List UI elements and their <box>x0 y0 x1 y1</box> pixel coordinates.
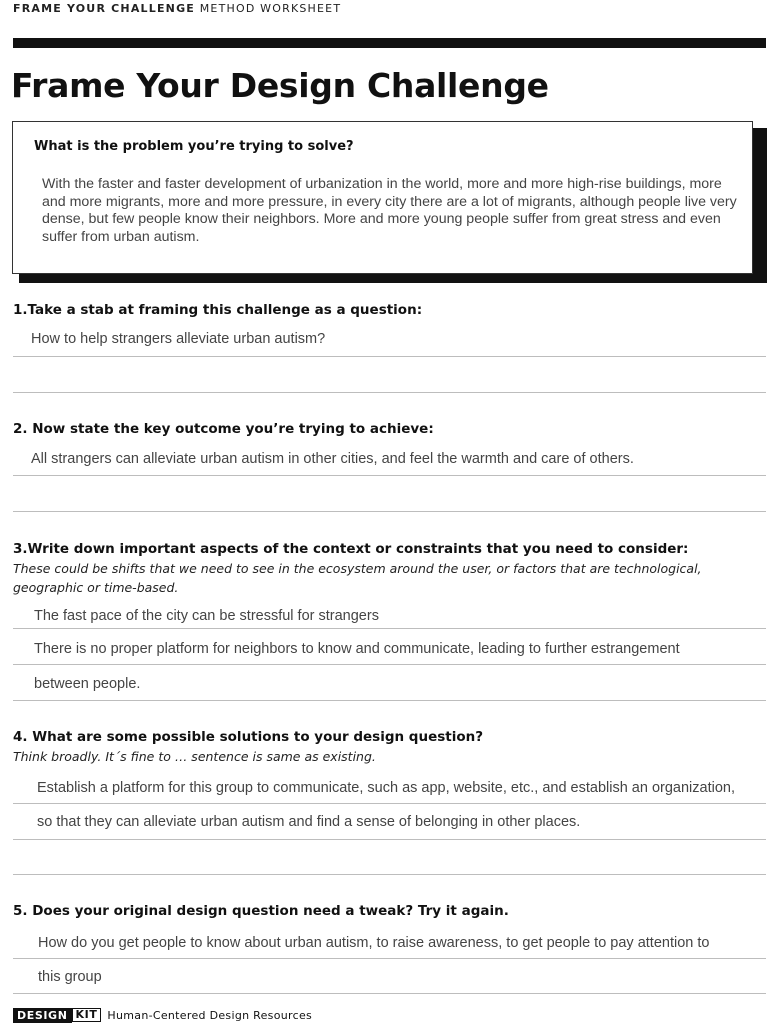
answer-5-rule-1 <box>13 958 766 959</box>
answer-2-line-1[interactable]: All strangers can alleviate urban autism in other cities, and feel the warmth and care of others. <box>31 451 634 467</box>
question-4-hint: Think broadly. It´s fine to … sentence is same as existing. <box>13 749 376 764</box>
page-title: Frame Your Design Challenge <box>11 66 549 105</box>
worksheet-label <box>13 2 341 15</box>
answer-5-rule-2 <box>13 993 766 994</box>
question-2: 2. Now state the key outcome you’re trying to achieve: <box>13 421 434 437</box>
answer-4-rule-1 <box>13 803 766 804</box>
answer-4-line-1[interactable]: Establish a platform for this group to communicate, such as app, website, etc., and establish an organization, <box>37 780 735 796</box>
design-kit-logo <box>13 1008 101 1023</box>
answer-4-rule-2 <box>13 839 766 840</box>
footer-text: Human-Centered Design Resources <box>107 1008 313 1022</box>
answer-5-line-2[interactable]: this group <box>38 969 102 985</box>
footer <box>13 1006 312 1024</box>
worksheet-label-rest: METHOD WORKSHEET <box>195 2 342 15</box>
answer-4-line-2[interactable]: so that they can alleviate urban autism and find a sense of belonging in other places. <box>37 814 581 830</box>
answer-2-rule-1 <box>13 475 766 476</box>
question-4: 4. What are some possible solutions to your design question? <box>13 729 484 745</box>
answer-1-line-1[interactable]: How to help strangers alleviate urban autism? <box>31 331 326 347</box>
answer-4-rule-3 <box>13 874 766 875</box>
question-3: 3.Write down important aspects of the context or constraints that you need to consider: <box>13 541 689 557</box>
logo-part-kit: KIT <box>72 1008 102 1022</box>
question-1: 1.Take a stab at framing this challenge as a question: <box>13 302 423 318</box>
answer-3-rule-1 <box>13 628 766 629</box>
answer-3-line-2[interactable]: There is no proper platform for neighbors to know and communicate, leading to further estrangement <box>34 641 680 657</box>
worksheet-label-bold: FRAME YOUR CHALLENGE <box>13 2 196 15</box>
answer-5-line-1[interactable]: How do you get people to know about urban autism, to raise awareness, to get people to pay attention to <box>38 935 710 951</box>
answer-1-rule-2 <box>13 392 766 393</box>
answer-3-rule-3 <box>13 700 766 701</box>
question-5: 5. Does your original design question need a tweak? Try it again. <box>13 903 509 919</box>
problem-question: What is the problem you’re trying to solve? <box>34 139 354 154</box>
header-bar <box>13 38 766 48</box>
answer-1-rule-1 <box>13 356 766 357</box>
answer-3-line-3[interactable]: between people. <box>34 676 141 692</box>
logo-part-design: DESIGN <box>13 1008 72 1023</box>
problem-answer[interactable]: With the faster and faster development of urbanization in the world, more and more high-rise buildings, more and more migrants, more and more pressure, in every city there are a lot of migrants, although people live very dense, but few people know their neighbors. More and more young people suffer from great stress and even suffer from urban autism. <box>42 176 737 245</box>
answer-3-rule-2 <box>13 664 766 665</box>
answer-2-rule-2 <box>13 511 766 512</box>
problem-box <box>12 121 753 274</box>
question-3-hint: These could be shifts that we need to see in the ecosystem around the user, or factors that are technological, geographic or time-based. <box>13 561 702 595</box>
answer-3-line-1[interactable]: The fast pace of the city can be stressful for strangers <box>34 608 379 624</box>
